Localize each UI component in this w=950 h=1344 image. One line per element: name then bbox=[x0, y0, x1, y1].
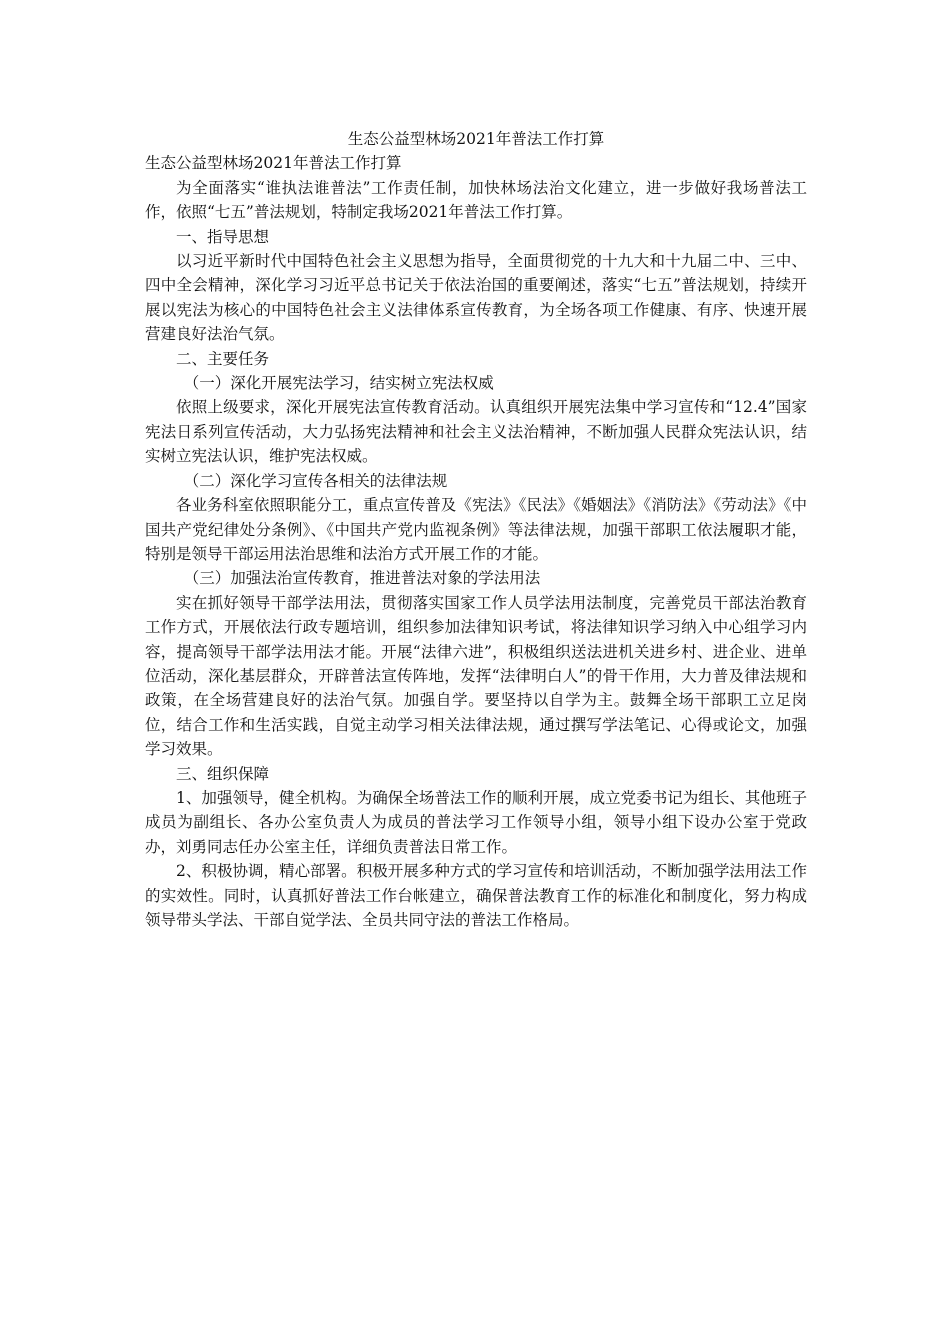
subsection-heading-laws: （二）深化学习宣传各相关的法律法规 bbox=[183, 471, 448, 490]
intro-paragraph: 为全面落实“谁执法谁普法”工作责任制，加快林场法治文化建立，进一步做好我场普法工作，依照“七五”普法规划，特制定我场2021年普法工作打算。 bbox=[145, 178, 807, 222]
organization-item-1: 1、加强领导，健全机构。为确保全场普法工作的顺利开展，成立党委书记为组长、其他班子成员为副组长、各办公室负责人为成员的普法学习工作领导小组，领导小组下设办公室于党政办，刘勇同志任办公室主任，详细负责普法日常工作。 bbox=[145, 788, 807, 856]
section-heading-guiding-ideology: 一、指导思想 bbox=[176, 227, 270, 246]
document-subtitle: 生态公益型林场2021年普法工作打算 bbox=[145, 154, 402, 173]
section-body-guiding-ideology: 以习近平新时代中国特色社会主义思想为指导，全面贯彻党的十九大和十九届二中、三中、四中全会精神，深化学习习近平总书记关于依法治国的重要阐述，落实“七五”普法规划，持续开展以宪法为核心的中国特色社会主义法律体系宣传教育，为全场各项工作健康、有序、快速开展营建良好法治气氛。 bbox=[145, 252, 807, 344]
organization-item-2: 2、积极协调，精心部署。积极开展多种方式的学习宣传和培训活动，不断加强学法用法工作的实效性。同时，认真抓好普法工作台帐建立，确保普法教育工作的标准化和制度化，努力构成领导带头学法、干部自觉学法、全员共同守法的普法工作格局。 bbox=[145, 862, 807, 929]
subsection-body-laws: 各业务科室依照职能分工，重点宣传普及《宪法》《民法》《婚姻法》《消防法》《劳动法》《中国共产党纪律处分条例》、《中国共产党内监视条例》等法律法规，加强干部职工依法履职才能，特别是领导干部运用法治思维和法治方式开展工作的才能。 bbox=[145, 496, 807, 563]
section-heading-main-tasks: 二、主要任务 bbox=[176, 349, 270, 368]
subsection-heading-legal-education: （三）加强法治宣传教育，推进普法对象的学法用法 bbox=[183, 569, 541, 588]
subsection-heading-constitution: （一）深化开展宪法学习，结实树立宪法权威 bbox=[183, 374, 494, 393]
subsection-body-legal-education: 实在抓好领导干部学法用法，贯彻落实国家工作人员学法用法制度，完善党员干部法治教育工作方式，开展依法行政专题培训，组织参加法律知识考试，将法律知识学习纳入中心组学习内容，提高领导干部学法用法才能。开展“法律六进”，积极组织送法进机关进乡村、进企业、进单位活动，深化基层群众，开辟普法宣传阵地，发挥“法律明白人”的骨干作用，大力普及律法规和政策，在全场营建良好的法治气氛。加强自学。要坚持以自学为主。鼓舞全场干部职工立足岗位，结合工作和生活实践，自觉主动学习相关法律法规，通过撰写学法笔记、心得或论文，加强学习效果。 bbox=[145, 593, 807, 759]
document-page bbox=[145, 127, 807, 932]
document-title: 生态公益型林场2021年普法工作打算 bbox=[347, 130, 605, 148]
subsection-body-constitution: 依照上级要求，深化开展宪法宣传教育活动。认真组织开展宪法集中学习宣传和“12.4”国家宪法日系列宣传活动，大力弘扬宪法精神和社会主义法治精神，不断加强人民群众宪法认识，结实树立宪法认识，维护宪法权威。 bbox=[145, 398, 807, 466]
section-heading-organization: 三、组织保障 bbox=[176, 764, 270, 783]
